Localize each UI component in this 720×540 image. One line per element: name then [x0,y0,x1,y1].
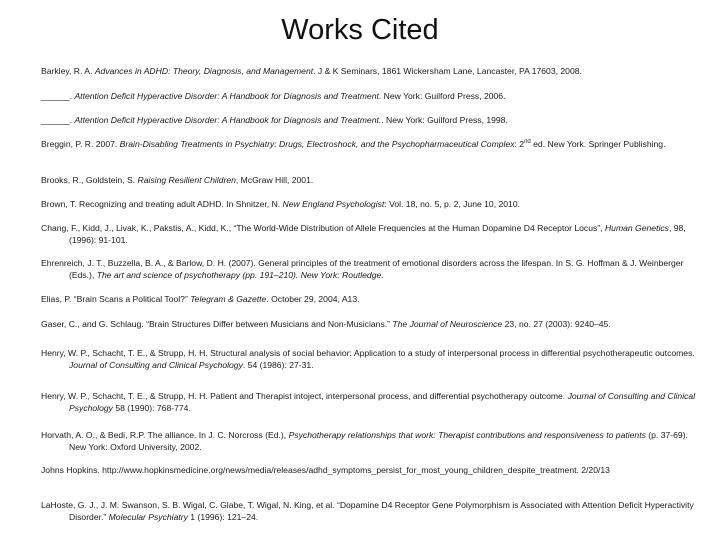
ref-italic: Psychotherapy relationships that work: Therapist contributions and responsiveness to patients [288,430,646,440]
page-title: Works Cited [281,14,439,46]
ref-italic: Journal of Consulting and Clinical Psychology [69,391,696,413]
reference-entry [41,175,704,187]
ref-text: Horvath, A. O., & Bedi, R.P. The alliance. In J. C. Norcross (Ed.), [41,430,289,440]
ref-text: Barkley, R. A. [41,66,95,76]
ref-text: ______. [41,91,75,101]
ref-text: . 54 (1986): 27-31. [242,359,314,370]
ref-italic: Molecular Psychiatry [108,511,188,522]
ref-italic: The Journal of Neuroscience [392,319,503,329]
ref-text: , 98, (1996): 91-101. [69,223,686,245]
ref-superscript: nd [524,139,531,146]
ref-text: Chang, F., Kidd, J., Livak, K., Pakstis, A., Kidd, K., “The World-Wide Distribution of Allele Frequencies at the Human Dopamine D4 Receptor Locus”, [41,223,605,233]
ref-italic: Attention Deficit Hyperactive Disorder: A Handbook for Diagnosis and Treatment. [74,115,382,125]
reference-entry [41,430,704,453]
ref-text: Ehrenreich, J. T., Buzzella, B. A., & Barlow, D. H. (2007). General principles of the treatment of emotional disorders across the lifespan. In S. G. Hoffman & J. Weinberger (Eds.), [41,258,684,280]
ref-text: (p. 37-69). New York: Oxford University, 2002. [69,430,688,452]
reference-entry [41,139,704,151]
ref-italic: New England Psychologist [282,199,385,209]
ref-italic: Journal of Consulting and Clinical Psychology [69,359,243,370]
reference-entry [41,391,704,414]
ref-text: ______. [41,115,75,125]
ref-text: Henry, W. P., Schacht, T. E., & Strupp, H. H. Structural analysis of social behavior: Application to a study of interpersonal process in differential psychotherapeutic outcomes. [41,348,695,358]
ref-text: Breggin, P. R. 2007. [41,139,120,149]
ref-text: : Vol. 18, no. 5, p. 2, June 10, 2010. [384,199,520,209]
ref-text: Henry, W. P., Schacht, T. E., & Strupp, H. H. Patient and Therapist intoject, interpersonal process, and differential psychotherapy outcome. [41,391,568,401]
ref-text: . October 29, 2004, A13. [266,294,360,304]
ref-text: : 2 [514,139,525,149]
ref-italic: Attention Deficit Hyperactive Disorder: A Handbook for Diagnosis and Treatment [74,91,379,101]
ref-text: LaHoste, G. J., J. M. Swanson, S. B. Wigal, C. Glabe, T. Wigal, N. King, et al. “Dopamine D4 Receptor Gene Polymorphism is Associated with Attention Deficit Hyperactivity Disorder.” [41,500,694,522]
reference-entry [41,115,704,127]
ref-text: 58 (1990): 768-774. [112,402,191,413]
reference-entry [41,199,704,211]
ref-text: Johns Hopkins. http://www.hopkinsmedicine.org/news/media/releases/adhd_symptoms_persist_for_most_young_children_despite_treatment. 2/20/13 [41,465,610,475]
reference-entry [41,500,704,523]
ref-text: ed. New York. Springer Publishing. [530,139,666,149]
ref-text: . J & K Seminars, 1861 Wickersham Lane, Lancaster, PA 17603, 2008. [313,66,582,76]
reference-entry [41,91,704,103]
ref-italic: Human Genetics [604,223,669,233]
ref-text: Brooks, R., Goldstein, S. [41,175,138,185]
reference-entry [41,319,704,331]
reference-entry [41,294,704,306]
reference-entry [41,258,704,281]
ref-text: 23, no. 27 (2003): 9240–45. [502,319,611,329]
ref-text: . New York: Guilford Press, 2006. [378,91,506,101]
ref-text: Brown, T. Recognizing and treating adult ADHD. In Shnitzer, N. [41,199,283,209]
ref-text: Elias, P. “Brain Scans a Political Tool?” [41,294,191,304]
ref-italic: Advances in ADHD: Theory, Diagnosis, and Management [94,66,314,76]
ref-text: Gaser, C., and G. Schlaug. “Brain Structures Differ between Musicians and Non-Musicians.” [41,319,393,329]
ref-italic: Brain-Disabling Treatments in Psychiatry: Drugs, Electroshock, and the Psychopharmaceutical Complex [119,139,515,149]
reference-entry [41,465,704,477]
reference-entry [41,223,704,246]
ref-text: , McGraw Hill, 2001. [235,175,314,185]
ref-text: 1 (1996): 121–24. [187,511,259,522]
ref-italic: The art and science of psychotherapy (pp. 191–210). New York: Routledge. [96,269,384,280]
reference-entry [41,348,704,371]
ref-italic: Telegram & Gazette [190,294,267,304]
ref-text: . New York: Guilford Press, 1998. [381,115,508,125]
reference-entry [41,66,704,78]
ref-italic: Raising Resilient Children [137,175,236,185]
